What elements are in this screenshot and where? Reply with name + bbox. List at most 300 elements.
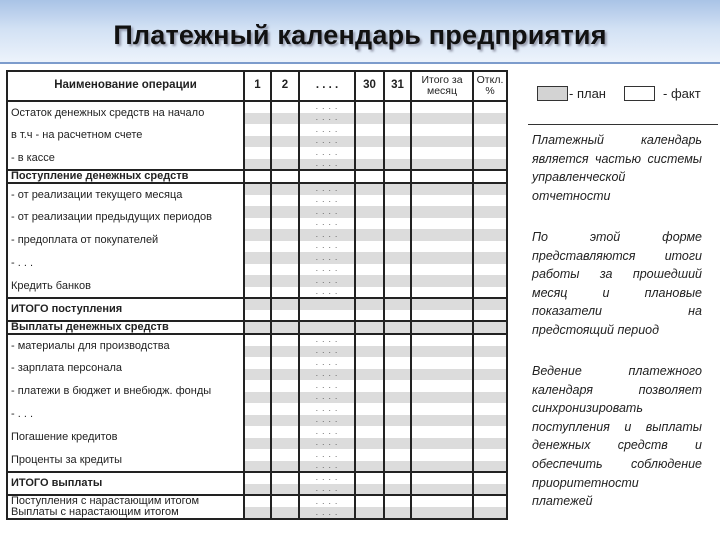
cell-day-2[interactable] xyxy=(271,449,299,461)
cell-day-30[interactable] xyxy=(355,438,384,450)
cell-day-2[interactable] xyxy=(271,147,299,159)
cell-day-1[interactable] xyxy=(244,369,271,381)
cell-day-30[interactable] xyxy=(355,287,384,299)
row-label-sales-current: - от реализации текущего месяца xyxy=(7,183,244,206)
cell-day-1[interactable] xyxy=(244,461,271,473)
cell-day-31[interactable] xyxy=(384,124,411,136)
cell-day-1[interactable] xyxy=(244,195,271,207)
cell-deviation[interactable] xyxy=(473,229,507,241)
cell-month-total[interactable] xyxy=(411,426,473,438)
cell-deviation[interactable] xyxy=(473,206,507,218)
cell-dots[interactable]: . . . . xyxy=(299,357,355,369)
cell-dots[interactable]: . . . . xyxy=(299,403,355,415)
cell-deviation[interactable] xyxy=(473,449,507,461)
cell-day-2[interactable] xyxy=(271,195,299,207)
cell-day-31[interactable] xyxy=(384,241,411,253)
header-month-total xyxy=(411,71,473,101)
cell-day-2[interactable] xyxy=(271,206,299,218)
cell-day-2[interactable] xyxy=(271,252,299,264)
cell-day-31[interactable] xyxy=(384,346,411,358)
row-label-cumulative-receipts: Поступления с нарастающим итогом xyxy=(7,495,244,507)
cell-day-30[interactable] xyxy=(355,113,384,125)
cell-day-1[interactable] xyxy=(244,124,271,136)
cell-day-30[interactable] xyxy=(355,403,384,415)
table-row xyxy=(7,321,507,334)
cell-day-1[interactable] xyxy=(244,380,271,392)
cell-day-30[interactable] xyxy=(355,218,384,230)
cell-day-2[interactable] xyxy=(271,218,299,230)
row-label-total-payments: ИТОГО выплаты xyxy=(7,472,244,495)
cell-day-31[interactable] xyxy=(384,310,411,322)
cell-dots[interactable]: . . . . xyxy=(299,461,355,473)
cell-day-31[interactable] xyxy=(384,449,411,461)
header-month-total-line1: Итого за xyxy=(421,73,463,86)
cell-day-2[interactable] xyxy=(271,334,299,346)
cell-day-30[interactable] xyxy=(355,101,384,113)
header-deviation-line2: % xyxy=(485,85,495,97)
cell-deviation[interactable] xyxy=(473,346,507,358)
legend-plan-label: - план xyxy=(569,86,606,101)
note-1: Платежный календарь является частью системы управленческой отчетности xyxy=(532,133,702,203)
cell-day-2[interactable] xyxy=(271,495,299,507)
cell-deviation[interactable] xyxy=(473,415,507,427)
cell-day-30[interactable] xyxy=(355,275,384,287)
cell-month-total[interactable] xyxy=(411,183,473,195)
legend-fact-swatch xyxy=(624,86,655,101)
cell-day-2[interactable] xyxy=(271,101,299,113)
cell-dots[interactable]: . . . . xyxy=(299,472,355,484)
cell-day-1[interactable] xyxy=(244,310,271,322)
row-label-salaries: - зарплата персонала xyxy=(7,357,244,380)
cell-deviation[interactable] xyxy=(473,438,507,450)
cell-month-total[interactable] xyxy=(411,287,473,299)
cell-day-2[interactable] xyxy=(271,321,299,334)
cell-day-31[interactable] xyxy=(384,298,411,310)
cell-day-1[interactable] xyxy=(244,136,271,148)
cell-deviation[interactable] xyxy=(473,218,507,230)
cell-deviation[interactable] xyxy=(473,287,507,299)
cell-day-2[interactable] xyxy=(271,159,299,171)
table-row xyxy=(7,507,507,519)
cell-deviation[interactable] xyxy=(473,310,507,322)
header-day-2: 2 xyxy=(271,71,299,101)
cell-day-31[interactable] xyxy=(384,321,411,334)
cell-deviation[interactable] xyxy=(473,252,507,264)
cell-day-31[interactable] xyxy=(384,461,411,473)
cell-day-31[interactable] xyxy=(384,275,411,287)
cell-month-total[interactable] xyxy=(411,438,473,450)
cell-day-31[interactable] xyxy=(384,159,411,171)
cell-day-1[interactable] xyxy=(244,264,271,276)
cell-day-1[interactable] xyxy=(244,147,271,159)
cell-dots[interactable]: . . . . xyxy=(299,124,355,136)
cell-dots[interactable]: . . . . xyxy=(299,392,355,404)
cell-dots[interactable]: . . . . xyxy=(299,334,355,346)
table-row xyxy=(7,334,507,346)
cell-month-total[interactable] xyxy=(411,507,473,519)
cell-day-2[interactable] xyxy=(271,229,299,241)
cell-dots[interactable]: . . . . xyxy=(299,426,355,438)
cell-day-30[interactable] xyxy=(355,334,384,346)
table-row xyxy=(7,229,507,241)
cell-dots[interactable] xyxy=(299,170,355,183)
cell-day-31[interactable] xyxy=(384,495,411,507)
cell-month-total[interactable] xyxy=(411,298,473,310)
cell-day-30[interactable] xyxy=(355,321,384,334)
table-row xyxy=(7,472,507,484)
cell-day-2[interactable] xyxy=(271,298,299,310)
cell-dots[interactable]: . . . . xyxy=(299,206,355,218)
cell-day-30[interactable] xyxy=(355,147,384,159)
cell-day-31[interactable] xyxy=(384,136,411,148)
cell-deviation[interactable] xyxy=(473,275,507,287)
cell-day-30[interactable] xyxy=(355,392,384,404)
cell-day-30[interactable] xyxy=(355,124,384,136)
cell-dots[interactable]: . . . . xyxy=(299,218,355,230)
cell-month-total[interactable] xyxy=(411,275,473,287)
row-label-opening-balance: Остаток денежных средств на начало xyxy=(7,101,244,124)
row-label-total-receipts: ИТОГО поступления xyxy=(7,298,244,321)
cell-day-30[interactable] xyxy=(355,183,384,195)
note-3: Ведение платежного календаря позволяет синхронизировать поступления и выплаты денежных средств и обеспечить соблюдение приоритетности платежей xyxy=(532,364,702,509)
cell-day-1[interactable] xyxy=(244,113,271,125)
cell-month-total[interactable] xyxy=(411,369,473,381)
cell-deviation[interactable] xyxy=(473,403,507,415)
row-label-taxes: - платежи в бюджет и внебюдж. фонды xyxy=(7,380,244,403)
cell-day-30[interactable] xyxy=(355,159,384,171)
cell-day-31[interactable] xyxy=(384,195,411,207)
cell-deviation[interactable] xyxy=(473,472,507,484)
cell-day-30[interactable] xyxy=(355,472,384,484)
cell-day-31[interactable] xyxy=(384,113,411,125)
cell-month-total[interactable] xyxy=(411,392,473,404)
table-row xyxy=(7,449,507,461)
cell-day-1[interactable] xyxy=(244,392,271,404)
cell-day-31[interactable] xyxy=(384,218,411,230)
cell-deviation[interactable] xyxy=(473,380,507,392)
header-day-31: 31 xyxy=(384,71,411,101)
cell-dots[interactable]: . . . . xyxy=(299,484,355,496)
cell-day-2[interactable] xyxy=(271,472,299,484)
cell-deviation[interactable] xyxy=(473,484,507,496)
cell-month-total[interactable] xyxy=(411,321,473,334)
row-label-sales-previous: - от реализации предыдущих периодов xyxy=(7,206,244,229)
cell-month-total[interactable] xyxy=(411,124,473,136)
cell-deviation[interactable] xyxy=(473,495,507,507)
table-row xyxy=(7,147,507,159)
cell-month-total[interactable] xyxy=(411,147,473,159)
cell-dots[interactable]: . . . . xyxy=(299,101,355,113)
cell-day-2[interactable] xyxy=(271,369,299,381)
cell-month-total[interactable] xyxy=(411,449,473,461)
cell-day-2[interactable] xyxy=(271,113,299,125)
cell-month-total[interactable] xyxy=(411,461,473,473)
cell-day-30[interactable] xyxy=(355,310,384,322)
cell-day-30[interactable] xyxy=(355,415,384,427)
cell-day-1[interactable] xyxy=(244,170,271,183)
cell-day-1[interactable] xyxy=(244,241,271,253)
cell-dots[interactable]: . . . . xyxy=(299,229,355,241)
cell-deviation[interactable] xyxy=(473,507,507,519)
cell-day-1[interactable] xyxy=(244,334,271,346)
table-row xyxy=(7,426,507,438)
cell-month-total[interactable] xyxy=(411,159,473,171)
cell-day-30[interactable] xyxy=(355,298,384,310)
cell-day-1[interactable] xyxy=(244,298,271,310)
cell-dots[interactable]: . . . . xyxy=(299,415,355,427)
cell-day-2[interactable] xyxy=(271,287,299,299)
cell-dots[interactable]: . . . . xyxy=(299,136,355,148)
header-dots: . . . . xyxy=(299,71,355,101)
cell-day-30[interactable] xyxy=(355,369,384,381)
cell-day-30[interactable] xyxy=(355,507,384,519)
table-row xyxy=(7,298,507,310)
cell-dots[interactable]: . . . . xyxy=(299,195,355,207)
cell-deviation[interactable] xyxy=(473,264,507,276)
cell-day-31[interactable] xyxy=(384,183,411,195)
cell-deviation[interactable] xyxy=(473,461,507,473)
cell-day-30[interactable] xyxy=(355,357,384,369)
cell-day-31[interactable] xyxy=(384,334,411,346)
cell-dots[interactable] xyxy=(299,310,355,322)
cell-dots[interactable]: . . . . xyxy=(299,438,355,450)
cell-day-1[interactable] xyxy=(244,183,271,195)
cell-day-1[interactable] xyxy=(244,438,271,450)
cell-dots[interactable]: . . . . xyxy=(299,147,355,159)
cell-day-2[interactable] xyxy=(271,380,299,392)
cell-dots[interactable]: . . . . xyxy=(299,113,355,125)
cell-deviation[interactable] xyxy=(473,195,507,207)
cell-month-total[interactable] xyxy=(411,252,473,264)
cell-deviation[interactable] xyxy=(473,136,507,148)
cell-day-31[interactable] xyxy=(384,170,411,183)
cell-deviation[interactable] xyxy=(473,159,507,171)
cell-month-total[interactable] xyxy=(411,241,473,253)
table-row xyxy=(7,170,507,183)
cell-month-total[interactable] xyxy=(411,310,473,322)
cell-deviation[interactable] xyxy=(473,369,507,381)
cell-day-1[interactable] xyxy=(244,403,271,415)
cell-day-2[interactable] xyxy=(271,241,299,253)
table-row xyxy=(7,275,507,287)
cell-day-2[interactable] xyxy=(271,170,299,183)
cell-day-2[interactable] xyxy=(271,136,299,148)
cell-deviation[interactable] xyxy=(473,426,507,438)
cell-day-30[interactable] xyxy=(355,495,384,507)
cell-day-1[interactable] xyxy=(244,495,271,507)
cell-day-31[interactable] xyxy=(384,101,411,113)
cell-day-30[interactable] xyxy=(355,426,384,438)
row-label-payments-other: - . . . xyxy=(7,403,244,426)
cell-day-2[interactable] xyxy=(271,310,299,322)
table-row xyxy=(7,403,507,415)
header-operation: Наименование операции xyxy=(7,71,244,101)
cell-day-30[interactable] xyxy=(355,229,384,241)
cell-day-31[interactable] xyxy=(384,206,411,218)
cell-dots[interactable]: . . . . xyxy=(299,380,355,392)
cell-day-30[interactable] xyxy=(355,136,384,148)
cell-month-total[interactable] xyxy=(411,357,473,369)
cell-month-total[interactable] xyxy=(411,334,473,346)
notes-divider xyxy=(528,124,718,125)
cell-day-31[interactable] xyxy=(384,229,411,241)
cell-day-1[interactable] xyxy=(244,415,271,427)
cell-day-31[interactable] xyxy=(384,438,411,450)
cell-day-31[interactable] xyxy=(384,392,411,404)
cell-dots[interactable]: . . . . xyxy=(299,159,355,171)
cell-deviation[interactable] xyxy=(473,321,507,334)
cell-day-2[interactable] xyxy=(271,346,299,358)
cell-month-total[interactable] xyxy=(411,206,473,218)
cell-day-1[interactable] xyxy=(244,101,271,113)
cell-day-30[interactable] xyxy=(355,461,384,473)
cell-day-1[interactable] xyxy=(244,449,271,461)
cell-dots[interactable]: . . . . xyxy=(299,346,355,358)
cell-day-2[interactable] xyxy=(271,461,299,473)
cell-dots[interactable]: . . . . xyxy=(299,252,355,264)
cell-day-30[interactable] xyxy=(355,206,384,218)
cell-dots[interactable]: . . . . xyxy=(299,495,355,507)
cell-day-31[interactable] xyxy=(384,252,411,264)
cell-deviation[interactable] xyxy=(473,113,507,125)
cell-day-1[interactable] xyxy=(244,472,271,484)
cell-deviation[interactable] xyxy=(473,392,507,404)
cell-dots[interactable]: . . . . xyxy=(299,507,355,519)
cell-month-total[interactable] xyxy=(411,136,473,148)
cell-day-31[interactable] xyxy=(384,357,411,369)
cell-day-1[interactable] xyxy=(244,346,271,358)
cell-day-2[interactable] xyxy=(271,426,299,438)
cell-day-30[interactable] xyxy=(355,346,384,358)
cell-month-total[interactable] xyxy=(411,380,473,392)
cell-deviation[interactable] xyxy=(473,147,507,159)
cell-day-31[interactable] xyxy=(384,403,411,415)
cell-month-total[interactable] xyxy=(411,484,473,496)
cell-deviation[interactable] xyxy=(473,241,507,253)
cell-day-30[interactable] xyxy=(355,264,384,276)
table-row xyxy=(7,495,507,507)
cell-day-2[interactable] xyxy=(271,484,299,496)
cell-day-31[interactable] xyxy=(384,484,411,496)
row-label-payments: Выплаты денежных средств xyxy=(7,321,244,334)
cell-day-30[interactable] xyxy=(355,195,384,207)
cell-day-1[interactable] xyxy=(244,484,271,496)
cell-day-1[interactable] xyxy=(244,357,271,369)
cell-month-total[interactable] xyxy=(411,472,473,484)
cell-day-31[interactable] xyxy=(384,264,411,276)
header-day-30: 30 xyxy=(355,71,384,101)
cell-day-2[interactable] xyxy=(271,124,299,136)
cell-month-total[interactable] xyxy=(411,170,473,183)
table-row xyxy=(7,183,507,195)
cell-deviation[interactable] xyxy=(473,334,507,346)
cell-deviation[interactable] xyxy=(473,170,507,183)
table-row xyxy=(7,124,507,136)
cell-month-total[interactable] xyxy=(411,218,473,230)
cell-day-2[interactable] xyxy=(271,507,299,519)
cell-day-2[interactable] xyxy=(271,415,299,427)
cell-month-total[interactable] xyxy=(411,415,473,427)
cell-deviation[interactable] xyxy=(473,183,507,195)
cell-dots[interactable]: . . . . xyxy=(299,183,355,195)
cell-day-2[interactable] xyxy=(271,275,299,287)
cell-day-31[interactable] xyxy=(384,147,411,159)
cell-month-total[interactable] xyxy=(411,195,473,207)
cell-day-31[interactable] xyxy=(384,380,411,392)
cell-day-2[interactable] xyxy=(271,264,299,276)
header-day-1: 1 xyxy=(244,71,271,101)
cell-month-total[interactable] xyxy=(411,495,473,507)
table-row xyxy=(7,357,507,369)
cell-day-2[interactable] xyxy=(271,438,299,450)
cell-day-31[interactable] xyxy=(384,426,411,438)
cell-day-2[interactable] xyxy=(271,183,299,195)
cell-day-31[interactable] xyxy=(384,287,411,299)
cell-dots[interactable]: . . . . xyxy=(299,241,355,253)
cell-month-total[interactable] xyxy=(411,101,473,113)
cell-month-total[interactable] xyxy=(411,264,473,276)
cell-day-2[interactable] xyxy=(271,392,299,404)
cell-dots[interactable]: . . . . xyxy=(299,369,355,381)
cell-day-30[interactable] xyxy=(355,252,384,264)
cell-dots[interactable] xyxy=(299,321,355,334)
cell-deviation[interactable] xyxy=(473,298,507,310)
cell-day-1[interactable] xyxy=(244,159,271,171)
table-row xyxy=(7,252,507,264)
cell-month-total[interactable] xyxy=(411,113,473,125)
row-label-cumulative-payments: Выплаты с нарастающим итогом xyxy=(7,507,244,519)
cell-day-31[interactable] xyxy=(384,507,411,519)
cell-day-30[interactable] xyxy=(355,449,384,461)
cell-day-1[interactable] xyxy=(244,275,271,287)
cell-day-30[interactable] xyxy=(355,484,384,496)
cell-day-1[interactable] xyxy=(244,206,271,218)
cell-day-30[interactable] xyxy=(355,170,384,183)
row-label-bank-loans: Кредить банков xyxy=(7,275,244,298)
cell-day-1[interactable] xyxy=(244,252,271,264)
cell-deviation[interactable] xyxy=(473,124,507,136)
cell-day-1[interactable] xyxy=(244,321,271,334)
cell-dots[interactable] xyxy=(299,298,355,310)
legend-fact-label: - факт xyxy=(663,86,701,101)
cell-month-total[interactable] xyxy=(411,229,473,241)
row-label-loan-interest: Проценты за кредиты xyxy=(7,449,244,472)
cell-day-1[interactable] xyxy=(244,287,271,299)
row-label-materials: - материалы для производства xyxy=(7,334,244,357)
cell-month-total[interactable] xyxy=(411,403,473,415)
cell-day-31[interactable] xyxy=(384,472,411,484)
cell-day-1[interactable] xyxy=(244,426,271,438)
cell-dots[interactable]: . . . . xyxy=(299,264,355,276)
cell-day-30[interactable] xyxy=(355,380,384,392)
cell-day-31[interactable] xyxy=(384,369,411,381)
header-month-total-line2: месяц xyxy=(426,85,457,97)
cell-day-1[interactable] xyxy=(244,507,271,519)
cell-day-1[interactable] xyxy=(244,229,271,241)
cell-month-total[interactable] xyxy=(411,346,473,358)
cell-day-31[interactable] xyxy=(384,415,411,427)
cell-dots[interactable]: . . . . xyxy=(299,287,355,299)
cell-deviation[interactable] xyxy=(473,101,507,113)
cell-deviation[interactable] xyxy=(473,357,507,369)
legend-plan-swatch xyxy=(537,86,568,101)
cell-dots[interactable]: . . . . xyxy=(299,449,355,461)
cell-day-1[interactable] xyxy=(244,218,271,230)
cell-day-2[interactable] xyxy=(271,357,299,369)
cell-day-30[interactable] xyxy=(355,241,384,253)
cell-day-2[interactable] xyxy=(271,403,299,415)
cell-dots[interactable]: . . . . xyxy=(299,275,355,287)
